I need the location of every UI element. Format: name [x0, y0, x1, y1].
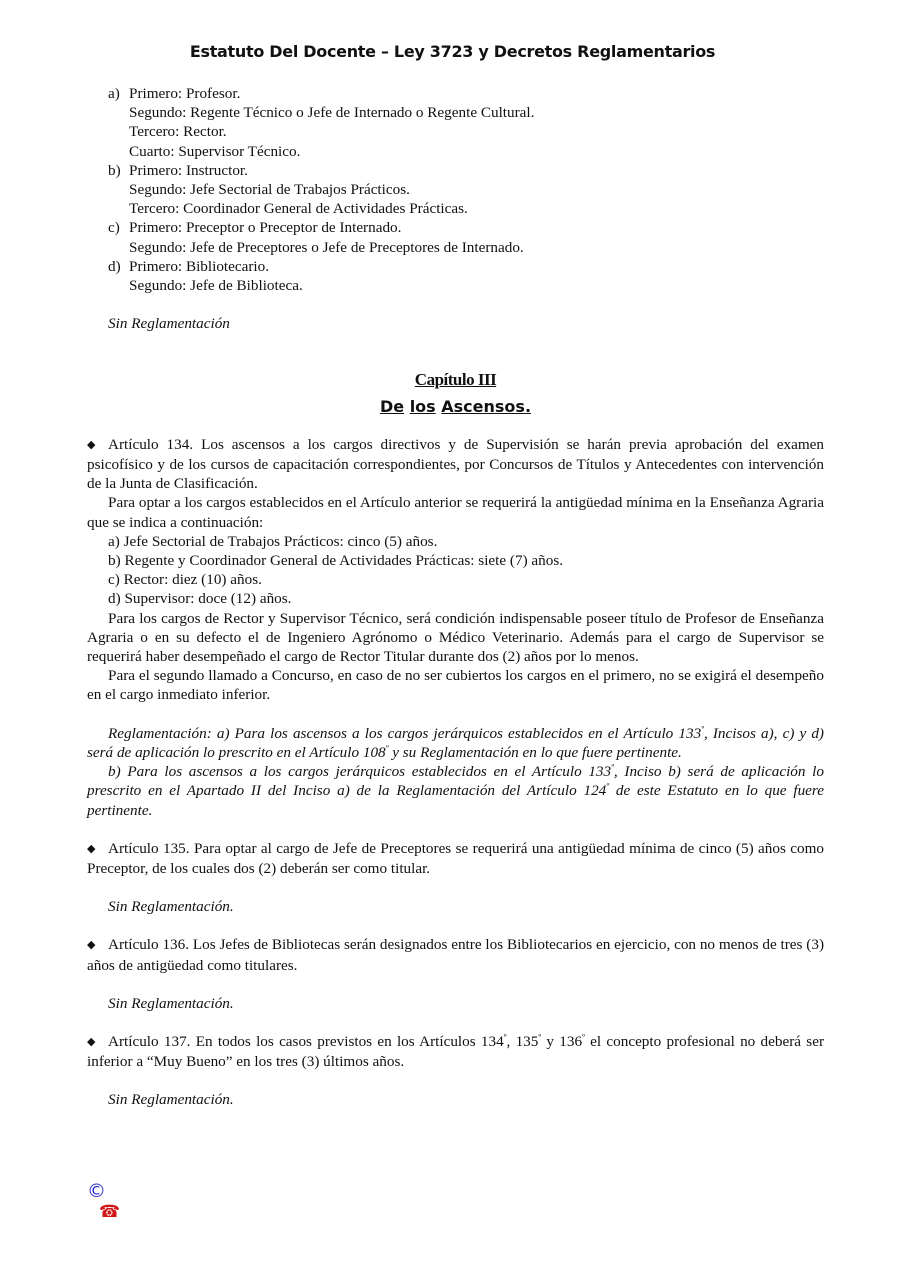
- article-135-text: Artículo 135. Para optar al cargo de Jefe de Preceptores se requerirá una antigüedad mínima de cinco (5) años como Preceptor, de los cuales dos (2) deberán ser como titular.: [87, 839, 824, 877]
- regulation-text: de este Estatuto en lo que fuere pertinente.: [87, 782, 824, 819]
- chapter-subtitle-word: De: [379, 396, 405, 416]
- document-header: Estatuto Del Docente – Ley 3723 y Decretos Reglamentarios: [189, 42, 716, 61]
- article-134-paragraph: Para optar a los cargos establecidos en el Artículo anterior se requerirá la antigüedad mínima en la Enseñanza Agraria que se indica a continuación:: [87, 494, 824, 531]
- regulation-a: [87, 724, 824, 762]
- chapter-subtitle-word: Ascensos.: [441, 396, 532, 416]
- seniority-item: d) Supervisor: doce (12) años.: [108, 590, 292, 608]
- article-137-text: y 136: [541, 1032, 583, 1050]
- regulation-text: y su Reglamentación en lo que fuere pertinente.: [388, 743, 682, 761]
- article-137-text: , 135: [506, 1032, 539, 1050]
- chapter-title: Capítulo III: [414, 370, 497, 390]
- no-regulation-note: Sin Reglamentación.: [108, 994, 234, 1012]
- article-136: [87, 935, 824, 974]
- ordinal-mark: º: [503, 1031, 507, 1042]
- regulation-text: , Incisos a), c) y d) será de aplicación lo prescrito en el Artículo 108: [87, 724, 824, 761]
- rank-list: [87, 84, 824, 295]
- article-136-text: Artículo 136. Los Jefes de Bibliotecas serán designados entre los Bibliotecarios en ejercicio, con no menos de tres (3) años de antigüedad como titulares.: [87, 936, 824, 974]
- rank-line: Primero: Profesor.: [129, 85, 241, 102]
- article-134-paragraph: Para los cargos de Rector y Supervisor Técnico, será condición indispensable poseer título de Profesor de Enseñanza Agraria o en su defecto el de Ingeniero Agrónomo o Médico Veterinario. Además para el cargo de Supervisor se requerirá haber desempeñado el cargo de Rector Titular durante dos (2) años por lo menos.: [87, 609, 824, 666]
- ordinal-mark: º: [701, 723, 704, 734]
- telephone-icon: ☎: [99, 1202, 121, 1222]
- article-137: [87, 1032, 824, 1071]
- rank-label: c): [108, 219, 120, 237]
- rank-item-b: [87, 161, 824, 219]
- rank-line: Tercero: Rector.: [129, 123, 227, 141]
- regulation-text: Reglamentación: a) Para los ascensos a los cargos jerárquicos establecidos en el Artículo 133: [108, 724, 702, 742]
- page-body: [87, 84, 824, 1110]
- ordinal-mark: º: [582, 1031, 585, 1042]
- regulation-text: b) Para los ascensos a los cargos jerárquicos establecidos en el Artículo 133: [108, 763, 612, 781]
- article-135: [87, 839, 824, 878]
- article-134-paragraph: Para el segundo llamado a Concurso, en caso de no ser cubiertos los cargos en el primero, no se exigirá el desempeño en el cargo inmediato inferior.: [87, 667, 824, 704]
- rank-label: a): [108, 85, 120, 102]
- page-footer: [87, 1180, 120, 1222]
- rank-label: d): [108, 257, 121, 275]
- no-regulation-note: Sin Reglamentación.: [108, 898, 234, 916]
- rank-line: Primero: Bibliotecario.: [129, 257, 270, 275]
- rank-line: Primero: Preceptor o Preceptor de Internado.: [129, 219, 402, 237]
- rank-line: Primero: Instructor.: [129, 161, 248, 179]
- rank-item-c: [87, 218, 824, 256]
- article-137-text: el concepto profesional no deberá ser inferior a “Muy Bueno” en los tres (3) últimos años.: [87, 1032, 825, 1071]
- rank-item-a: [87, 84, 824, 161]
- rank-line: Segundo: Jefe de Biblioteca.: [129, 277, 303, 295]
- ordinal-mark: º: [385, 742, 389, 753]
- diamond-bullet-icon: ◆: [87, 842, 96, 855]
- chapter-subtitle: [87, 397, 824, 416]
- regulation-b: [87, 762, 824, 820]
- seniority-item: a) Jefe Sectorial de Trabajos Prácticos: cinco (5) años.: [108, 532, 438, 550]
- seniority-item: c) Rector: diez (10) años.: [108, 571, 262, 589]
- rank-line: Segundo: Jefe de Preceptores o Jefe de Preceptores de Internado.: [129, 238, 524, 256]
- rank-label: b): [108, 161, 121, 179]
- rank-line: Tercero: Coordinador General de Actividades Prácticas.: [129, 200, 468, 218]
- rank-line: Cuarto: Supervisor Técnico.: [129, 142, 301, 160]
- no-regulation-note: Sin Reglamentación: [108, 315, 230, 333]
- copyright-icon: ©: [87, 1180, 106, 1202]
- ordinal-mark: º: [538, 1031, 542, 1042]
- seniority-item: b) Regente y Coordinador General de Actividades Prácticas: siete (7) años.: [108, 552, 564, 570]
- no-regulation-note: Sin Reglamentación.: [108, 1091, 234, 1109]
- chapter-subtitle-word: los: [409, 396, 436, 416]
- diamond-bullet-icon: ◆: [87, 438, 96, 451]
- article-134-text: Artículo 134. Los ascensos a los cargos directivos y de Supervisión se harán previa aprobación del examen psicofísico y de los cursos de capacitación correspondientes, por Concursos de Títulos y Antecedentes con intervención de la Junta de Clasificación.: [87, 435, 824, 493]
- diamond-bullet-icon: ◆: [87, 1035, 96, 1048]
- article-137-text: Artículo 137. En todos los casos previstos en los Artículos 134: [108, 1032, 504, 1050]
- regulation-text: , Inciso b) será de aplicación lo prescrito en el Apartado II del Inciso a) de la Reglamentación del Artículo 124: [87, 763, 824, 800]
- rank-item-d: [87, 257, 824, 295]
- diamond-bullet-icon: ◆: [87, 939, 96, 952]
- article-134: [87, 435, 824, 494]
- rank-line: Segundo: Jefe Sectorial de Trabajos Prácticos.: [129, 181, 410, 199]
- ordinal-mark: º: [611, 762, 614, 773]
- ordinal-mark: º: [606, 781, 610, 792]
- rank-line: Segundo: Regente Técnico o Jefe de Internado o Regente Cultural.: [129, 104, 535, 122]
